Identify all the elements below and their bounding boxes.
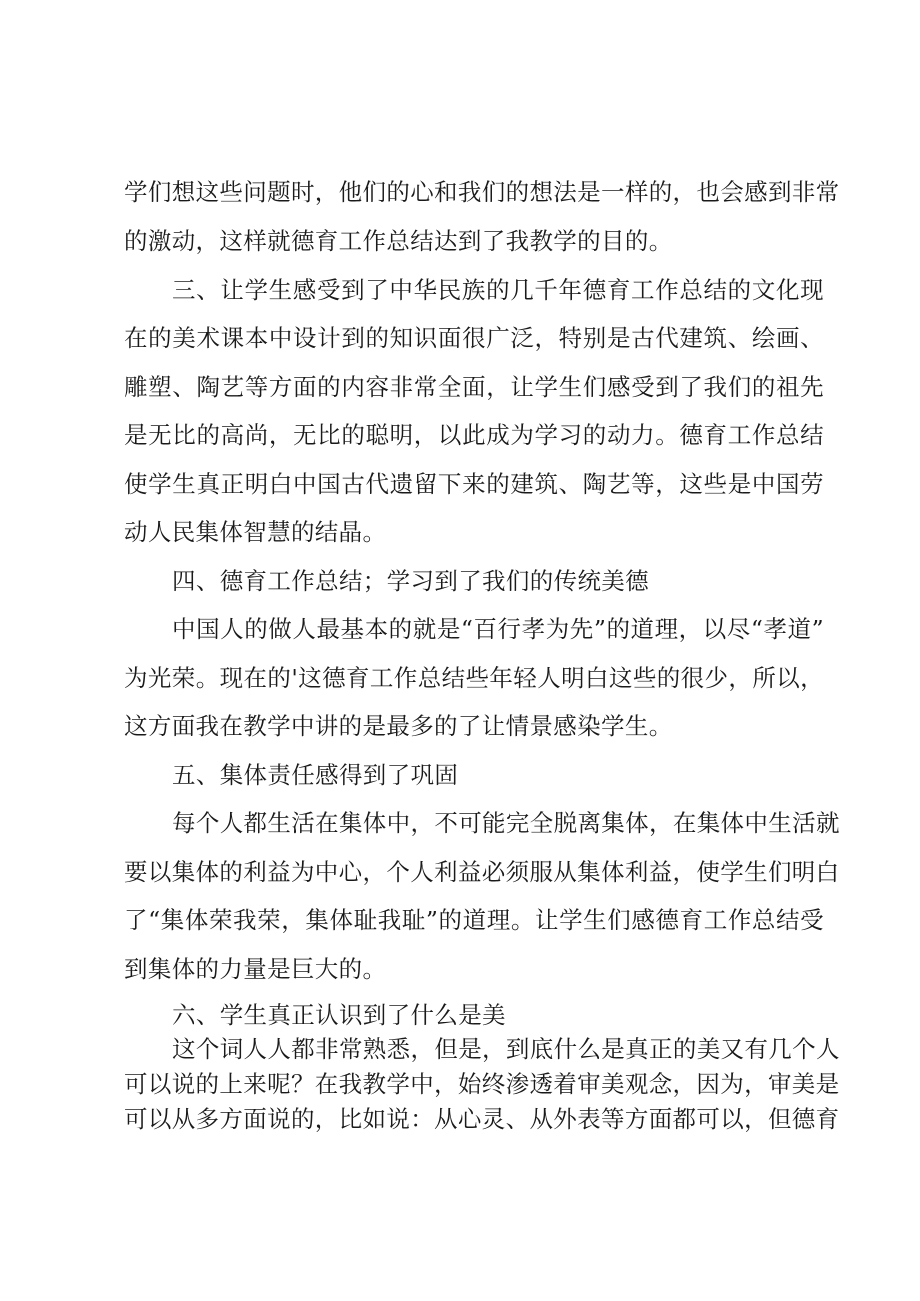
text-line: 中国人的做人最基本的就是“百行孝为先”的道理，以尽“孝道” <box>172 615 824 643</box>
section-heading-4: 四、德育工作总结；学习到了我们的传统美德 <box>172 567 649 595</box>
text-line: 的激动，这样就德育工作总结达到了我教学的目的。 <box>124 227 673 255</box>
text-line: 要以集体的利益为中心，个人利益必须服从集体利益，使学生们明白 <box>124 858 840 886</box>
text-line: 动人民集体智慧的结晶。 <box>124 518 387 546</box>
text-line: 在的美术课本中设计到的知识面很广泛，特别是古代建筑、绘画、 <box>124 324 824 352</box>
section-heading-3: 三、让学生感受到了中华民族的几千年德育工作总结的文化现 <box>172 276 824 304</box>
text-line: 了“集体荣我荣，集体耻我耻”的道理。让学生们感德育工作总结受 <box>124 906 824 934</box>
text-line: 这个词人人都非常熟悉，但是，到底什么是真正的美又有几个人 <box>172 1035 840 1063</box>
section-heading-6: 六、学生真正认识到了什么是美 <box>172 1001 506 1029</box>
text-line: 这方面我在教学中讲的是最多的了让情景感染学生。 <box>124 712 673 740</box>
text-line: 雕塑、陶艺等方面的内容非常全面，让学生们感受到了我们的祖先 <box>124 373 824 401</box>
text-line: 为光荣。现在的'这德育工作总结些年轻人明白这些的很少，所以， <box>124 664 824 692</box>
text-line: 学们想这些问题时，他们的心和我们的想法是一样的，也会感到非常 <box>124 178 840 206</box>
text-line: 是无比的高尚，无比的聪明，以此成为学习的动力。德育工作总结 <box>124 421 824 449</box>
text-line: 每个人都生活在集体中，不可能完全脱离集体，在集体中生活就 <box>172 809 840 837</box>
text-line: 到集体的力量是巨大的。 <box>124 955 387 983</box>
text-line: 可以说的上来呢？在我教学中，始终渗透着审美观念，因为，审美是 <box>124 1070 840 1098</box>
text-line: 使学生真正明白中国古代遗留下来的建筑、陶艺等，这些是中国劳 <box>124 470 824 498</box>
text-line: 可以从多方面说的，比如说：从心灵、从外表等方面都可以，但德育 <box>124 1105 840 1133</box>
section-heading-5: 五、集体责任感得到了巩固 <box>172 761 459 789</box>
